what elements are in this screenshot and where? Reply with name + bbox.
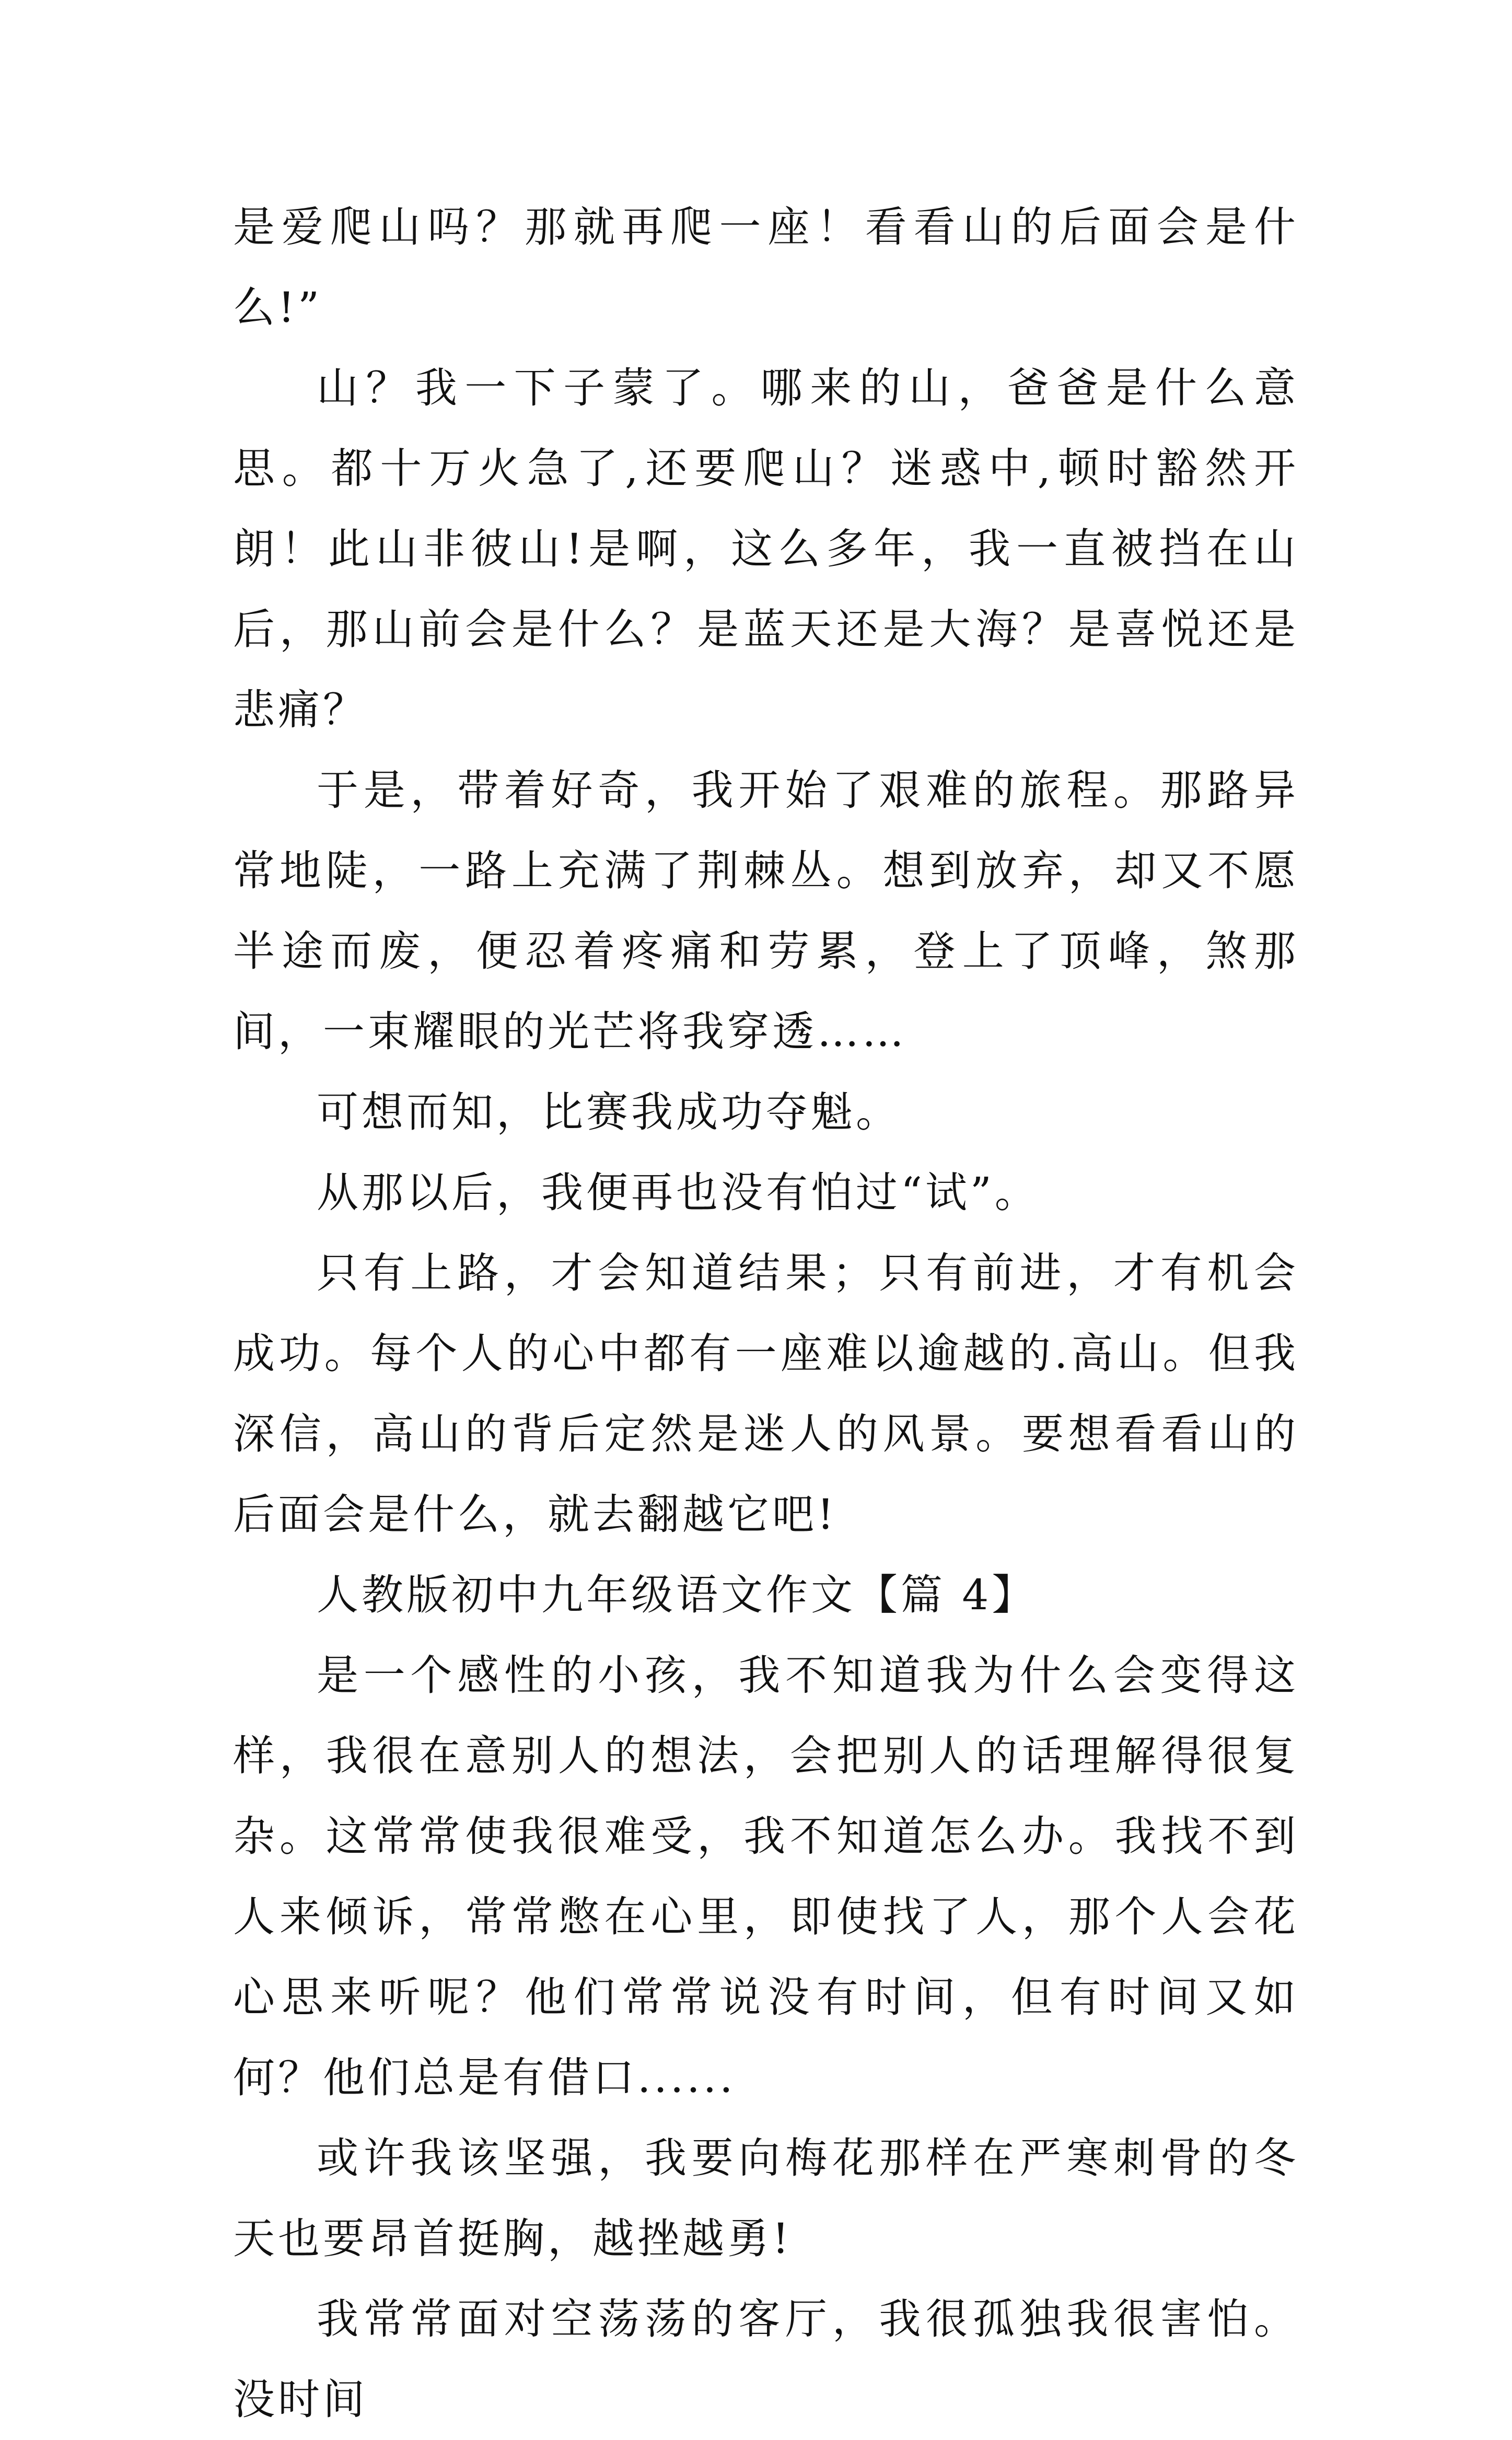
paragraph: 可想而知，比赛我成功夺魁。 — [317, 1088, 901, 1136]
paragraph-continuation: 是爱爬山吗？那就再爬一座！看看山的后面会是什么!” — [233, 203, 1299, 332]
paragraph: 或许我该坚强，我要向梅花那样在严寒刺骨的冬天也要昂首挺胸，越挫越勇! — [233, 2134, 1299, 2263]
paragraph: 只有上路，才会知道结果；只有前进，才有机会成功。每个人的心中都有一座难以逾越的.高山。但我深信，高山的背后定然是迷人的风景。要想看看山的后面会是什么，就去翻越它吧! — [233, 1249, 1299, 1539]
paragraph: 山？我一下子蒙了。哪来的山，爸爸是什么意思。都十万火急了,还要爬山？迷惑中,顿时豁然开朗！此山非彼山!是啊，这么多年，我一直被挡在山后，那山前会是什么？是蓝天还是大海？是喜悦还是悲痛？ — [233, 364, 1299, 734]
section-heading: 人教版初中九年级语文作文【篇 4】 — [317, 1571, 1037, 1619]
paragraph: 于是，带着好奇，我开始了艰难的旅程。那路异常地陡，一路上充满了荆棘丛。想到放弃，却又不愿半途而废，便忍着疼痛和劳累，登上了顶峰，煞那间，一束耀眼的光芒将我穿透…… — [233, 766, 1299, 1056]
paragraph: 是一个感性的小孩，我不知道我为什么会变得这样，我很在意别人的想法，会把别人的话理解得很复杂。这常常使我很难受，我不知道怎么办。我找不到人来倾诉，常常憋在心里，即使找了人，那个人会花心思来听呢？他们常常说没有时间，但有时间又如何？他们总是有借口...... — [233, 1651, 1299, 2102]
paragraph: 我常常面对空荡荡的客厅，我很孤独我很害怕。没时间 — [233, 2295, 1299, 2424]
essay-text — [233, 187, 1299, 2440]
paragraph: 从那以后，我便再也没有怕过“试”。 — [317, 1168, 1040, 1217]
